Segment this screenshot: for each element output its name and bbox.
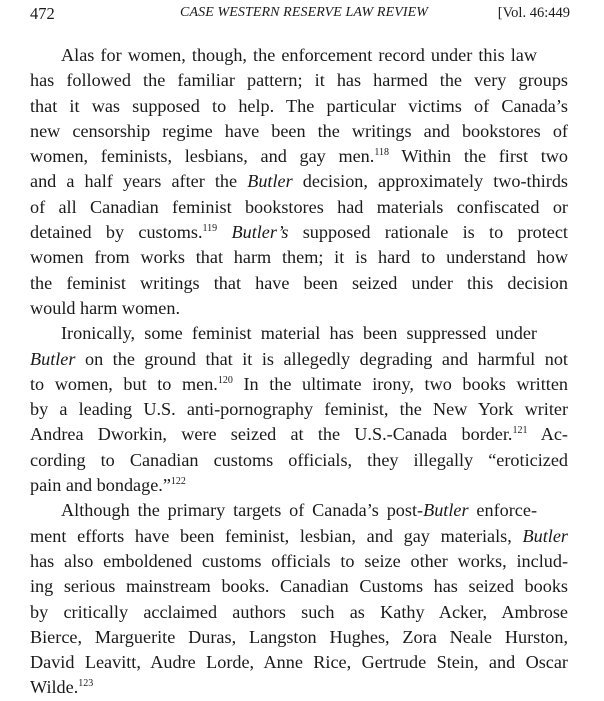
text-line (30, 600, 568, 625)
text-line (30, 245, 568, 270)
text-line-content (30, 600, 568, 625)
text-segment: detained by customs. (30, 222, 203, 243)
text-segment: that it was supposed to help. The particular victims of Canada’s (30, 95, 568, 116)
text-segment: enforce- (468, 500, 538, 521)
italic-case-name: Butler (522, 525, 568, 546)
text-line-content (30, 549, 568, 574)
text-line (30, 473, 568, 498)
page-number: 472 (30, 4, 55, 23)
footnote-marker[interactable]: 121 (512, 425, 528, 437)
journal-title: CASE WESTERN RESERVE LAW REVIEW (180, 5, 429, 20)
footnote-marker[interactable]: 118 (374, 147, 389, 159)
text-line (30, 372, 568, 397)
text-line-content (30, 195, 568, 220)
text-line (30, 296, 568, 321)
text-line-content (30, 94, 568, 119)
volume-citation: [Vol. 46:449 (497, 5, 570, 21)
text-line (30, 195, 568, 220)
text-line (30, 144, 568, 169)
text-segment: women, feminists, lesbians, and gay men. (30, 146, 375, 167)
text-line-content (61, 43, 537, 68)
text-segment: In the ultimate irony, two books written (232, 373, 568, 394)
italic-case-name: Butler’s (231, 222, 289, 243)
text-segment: Andrea Dworkin, were seized at the U.S.-Canada border. (30, 424, 513, 445)
text-line-content (30, 245, 568, 270)
text-segment: supposed rationale is to protect (288, 222, 568, 243)
text-segment: the feminist writings that have been seized under this decision (30, 272, 568, 293)
text-segment: has also emboldened customs officials to seize other works, includ- (30, 550, 568, 571)
text-segment: on the ground that it is allegedly degrading and harmful not (75, 348, 568, 369)
text-line (30, 321, 568, 346)
text-line (30, 549, 568, 574)
text-line (30, 422, 568, 447)
running-header (30, 4, 570, 26)
italic-case-name: Butler (423, 500, 469, 521)
text-segment: new censorship regime have been the writings and bookstores of (30, 120, 568, 141)
text-line-content (61, 498, 537, 523)
text-line (30, 68, 568, 93)
text-line-content (30, 220, 568, 245)
text-line (30, 169, 568, 194)
text-line (30, 220, 568, 245)
text-line (30, 94, 568, 119)
text-segment: would harm women. (30, 297, 181, 318)
text-line-content (30, 68, 568, 93)
text-line (30, 574, 568, 599)
text-segment: Although the primary targets of Canada’s post- (61, 500, 424, 521)
text-segment: by a leading U.S. anti-pornography feminist, the New York writer (30, 399, 568, 420)
italic-case-name: Butler (30, 348, 76, 369)
paragraph (30, 321, 568, 498)
text-line (30, 650, 568, 675)
text-segment: Within the first two (388, 146, 568, 167)
text-segment: by critically acclaimed authors such as Kathy Acker, Ambrose (30, 601, 568, 622)
footnote-marker[interactable]: 120 (217, 374, 233, 386)
text-segment: of all Canadian feminist bookstores had materials confiscated or (30, 196, 568, 217)
text-segment: Wilde. (30, 677, 79, 698)
text-line-content (30, 448, 568, 473)
text-line-content (30, 422, 568, 447)
paragraph (30, 498, 568, 700)
text-segment (217, 222, 231, 242)
text-line (30, 448, 568, 473)
footnote-marker[interactable]: 122 (170, 476, 186, 488)
text-segment: Alas for women, though, the enforcement record under this law (61, 45, 537, 65)
text-line-content (30, 347, 568, 372)
text-segment: women from works that harm them; it is hard to understand how (30, 247, 568, 268)
text-line-content (30, 169, 568, 194)
text-line (30, 675, 568, 700)
text-line-content (30, 473, 568, 498)
text-segment: Bierce, Marguerite Duras, Langston Hughes, Zora Neale Hurston, (30, 626, 568, 647)
text-segment: Ironically, some feminist material has been suppressed under (61, 323, 537, 344)
article-body (30, 43, 568, 701)
text-segment: has followed the familiar pattern; it has harmed the very groups (30, 70, 568, 91)
text-line (30, 498, 568, 523)
text-segment: ing serious mainstream books. Canadian Customs has seized books (30, 576, 568, 597)
text-segment: and a half years after the (30, 171, 248, 192)
text-line-content (30, 119, 568, 144)
text-line (30, 347, 568, 372)
text-line-content (30, 397, 568, 422)
text-line-content (30, 271, 568, 296)
text-line-content (30, 296, 568, 321)
text-segment: David Leavitt, Audre Lorde, Anne Rice, Gertrude Stein, and Oscar (30, 652, 568, 673)
text-line-content (30, 574, 568, 599)
text-line-content (30, 372, 568, 397)
footnote-marker[interactable]: 119 (202, 223, 218, 235)
text-line (30, 119, 568, 144)
paragraph (30, 43, 568, 321)
text-line (30, 271, 568, 296)
text-line-content (30, 650, 568, 675)
text-segment: pain and bondage.” (30, 475, 171, 496)
text-segment: to women, but to men. (30, 373, 218, 394)
text-line-content (30, 675, 568, 700)
text-line-content (30, 144, 568, 169)
text-line (30, 524, 568, 549)
text-segment: cording to Canadian customs officials, they illegally “eroticized (30, 449, 568, 470)
footnote-marker[interactable]: 123 (78, 678, 94, 690)
text-segment: ment efforts have been feminist, lesbian, and gay materials, (30, 525, 523, 546)
text-line (30, 397, 568, 422)
text-line-content (61, 321, 537, 346)
italic-case-name: Butler (247, 171, 293, 192)
text-line (30, 43, 568, 68)
text-segment: decision, approximately two-thirds (292, 171, 568, 192)
text-line-content (30, 524, 568, 549)
text-segment: Ac- (527, 424, 568, 445)
